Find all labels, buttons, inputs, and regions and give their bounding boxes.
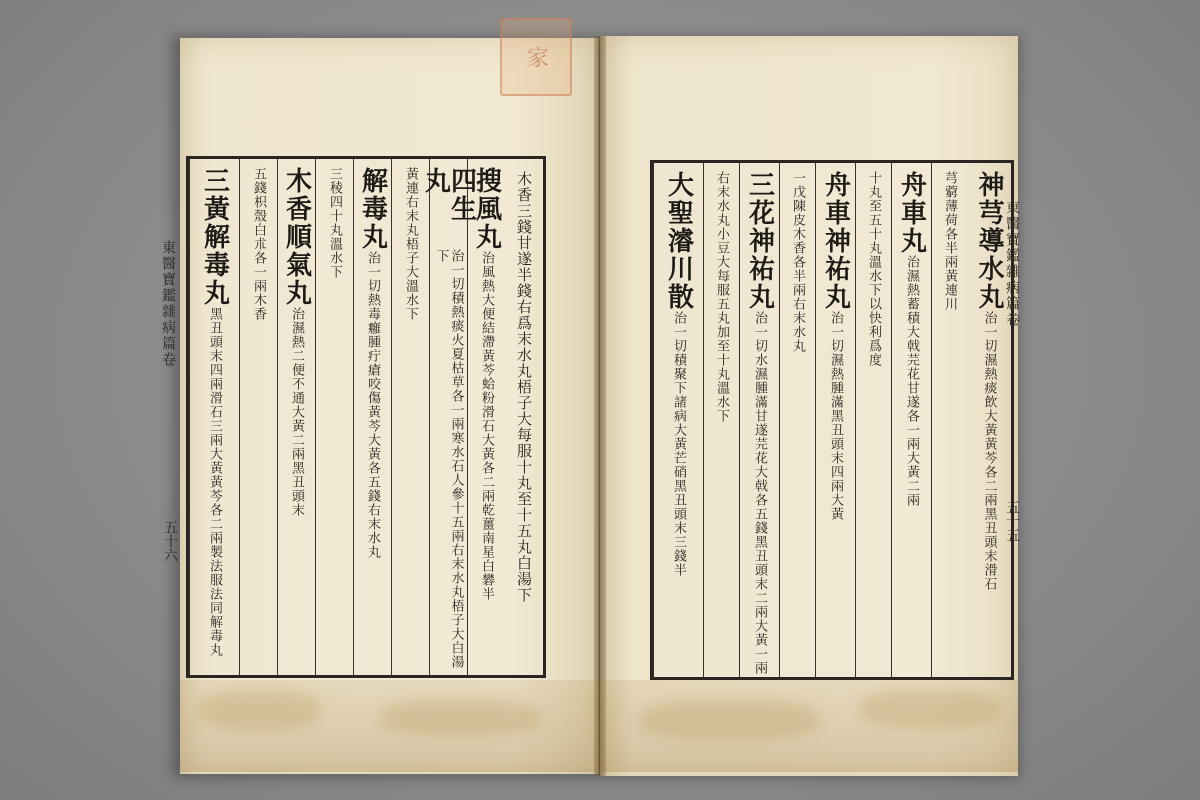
text-column [277, 159, 315, 675]
water-stain [640, 700, 820, 740]
prescription-title: 三花神祐丸 [744, 171, 775, 311]
text-column [653, 163, 703, 677]
right-page-folio: 五十五 [1004, 500, 1020, 542]
column-body: 治一切濕熱腫滿黑丑頭末四兩大黃 [828, 311, 843, 521]
prescription-title: 解毒丸 [357, 167, 388, 251]
text-column [315, 159, 353, 675]
library-seal-stamp [500, 18, 572, 96]
column-body: 黑丑頭末四兩滑石三兩大黃黃芩各二兩製法服法同解毒丸 [207, 307, 222, 657]
column-body: 黃連右末丸梧子大溫水下 [403, 167, 418, 321]
water-stain [380, 700, 540, 736]
text-column [189, 159, 239, 675]
water-stain [860, 690, 1000, 728]
left-page-margin-label: 東醫寶鑑雜病篇卷 [160, 240, 176, 368]
text-column [420, 159, 477, 675]
column-body: 木香三錢甘遂半錢右爲末水丸梧子大每服十丸至十五丸白湯下 [515, 171, 533, 603]
prescription-title: 舟車丸 [896, 171, 927, 255]
seal-text: 家 [523, 46, 549, 68]
prescription-title: 大聖濬川散 [663, 171, 694, 311]
prescription-title: 神芎導水丸 [974, 171, 1004, 311]
text-column [931, 163, 967, 677]
right-page-margin-label: 東醫寶鑑雜病篇卷 [1004, 200, 1020, 328]
column-body: 芎藭薄荷各半兩黃連川 [942, 171, 957, 311]
text-column [353, 159, 391, 675]
column-body: 治一切積熱痰火夏枯草各一兩寒水石人參十五兩右末水丸梧子大白湯下 [433, 249, 464, 670]
column-body: 治風熱大便結滯黃芩蛤粉滑石大黃各二兩乾薑南星白礬半 [479, 251, 494, 601]
text-column [815, 163, 855, 677]
column-body: 十丸至五十丸溫水下以快利爲度 [866, 171, 881, 367]
text-column [391, 159, 429, 675]
prescription-title: 舟車神祐丸 [820, 171, 851, 311]
text-column [505, 159, 543, 675]
column-body: 三稜四十丸溫水下 [327, 167, 342, 279]
text-column [779, 163, 815, 677]
column-body: 治濕熱蓄積大戟芫花甘遂各一兩大黃二兩 [904, 255, 919, 507]
right-page-text-frame [650, 160, 1014, 680]
column-body: 治濕熱二便不通大黃二兩黑丑頭末 [289, 307, 304, 517]
left-page-folio: 五十六 [162, 520, 178, 562]
text-column [239, 159, 277, 675]
column-body: 五錢枳殼白朮各一兩木香 [251, 167, 266, 321]
text-column [891, 163, 931, 677]
column-body: 一戊陳皮木香各半兩右末水丸 [790, 171, 805, 353]
prescription-title: 三黃解毒丸 [199, 167, 230, 307]
column-body: 治一切水濕腫滿甘遂芫花大戟各五錢黑丑頭末二兩大黃一兩 [752, 311, 767, 675]
text-column [703, 163, 739, 677]
column-body: 治一切熱毒癰腫疔瘡咬傷黃芩大黃各五錢右末水丸 [365, 251, 380, 559]
book-gutter [594, 36, 606, 776]
column-body: 治一切積聚下諸病大黃芒硝黑丑頭末三錢半 [671, 311, 686, 577]
column-body: 右末水丸小豆大每服五丸加至十丸溫水下 [714, 171, 729, 423]
column-body: 治一切濕熱痰飲大黃黃芩各二兩黑丑頭末滑石 [981, 311, 997, 591]
water-stain [200, 690, 320, 730]
prescription-title: 木香順氣丸 [281, 167, 312, 307]
prescription-title: 搜風丸 [471, 167, 502, 251]
text-column [739, 163, 779, 677]
left-page-text-frame [186, 156, 546, 678]
text-column [855, 163, 891, 677]
prescription-title: 四生丸 [420, 167, 477, 223]
